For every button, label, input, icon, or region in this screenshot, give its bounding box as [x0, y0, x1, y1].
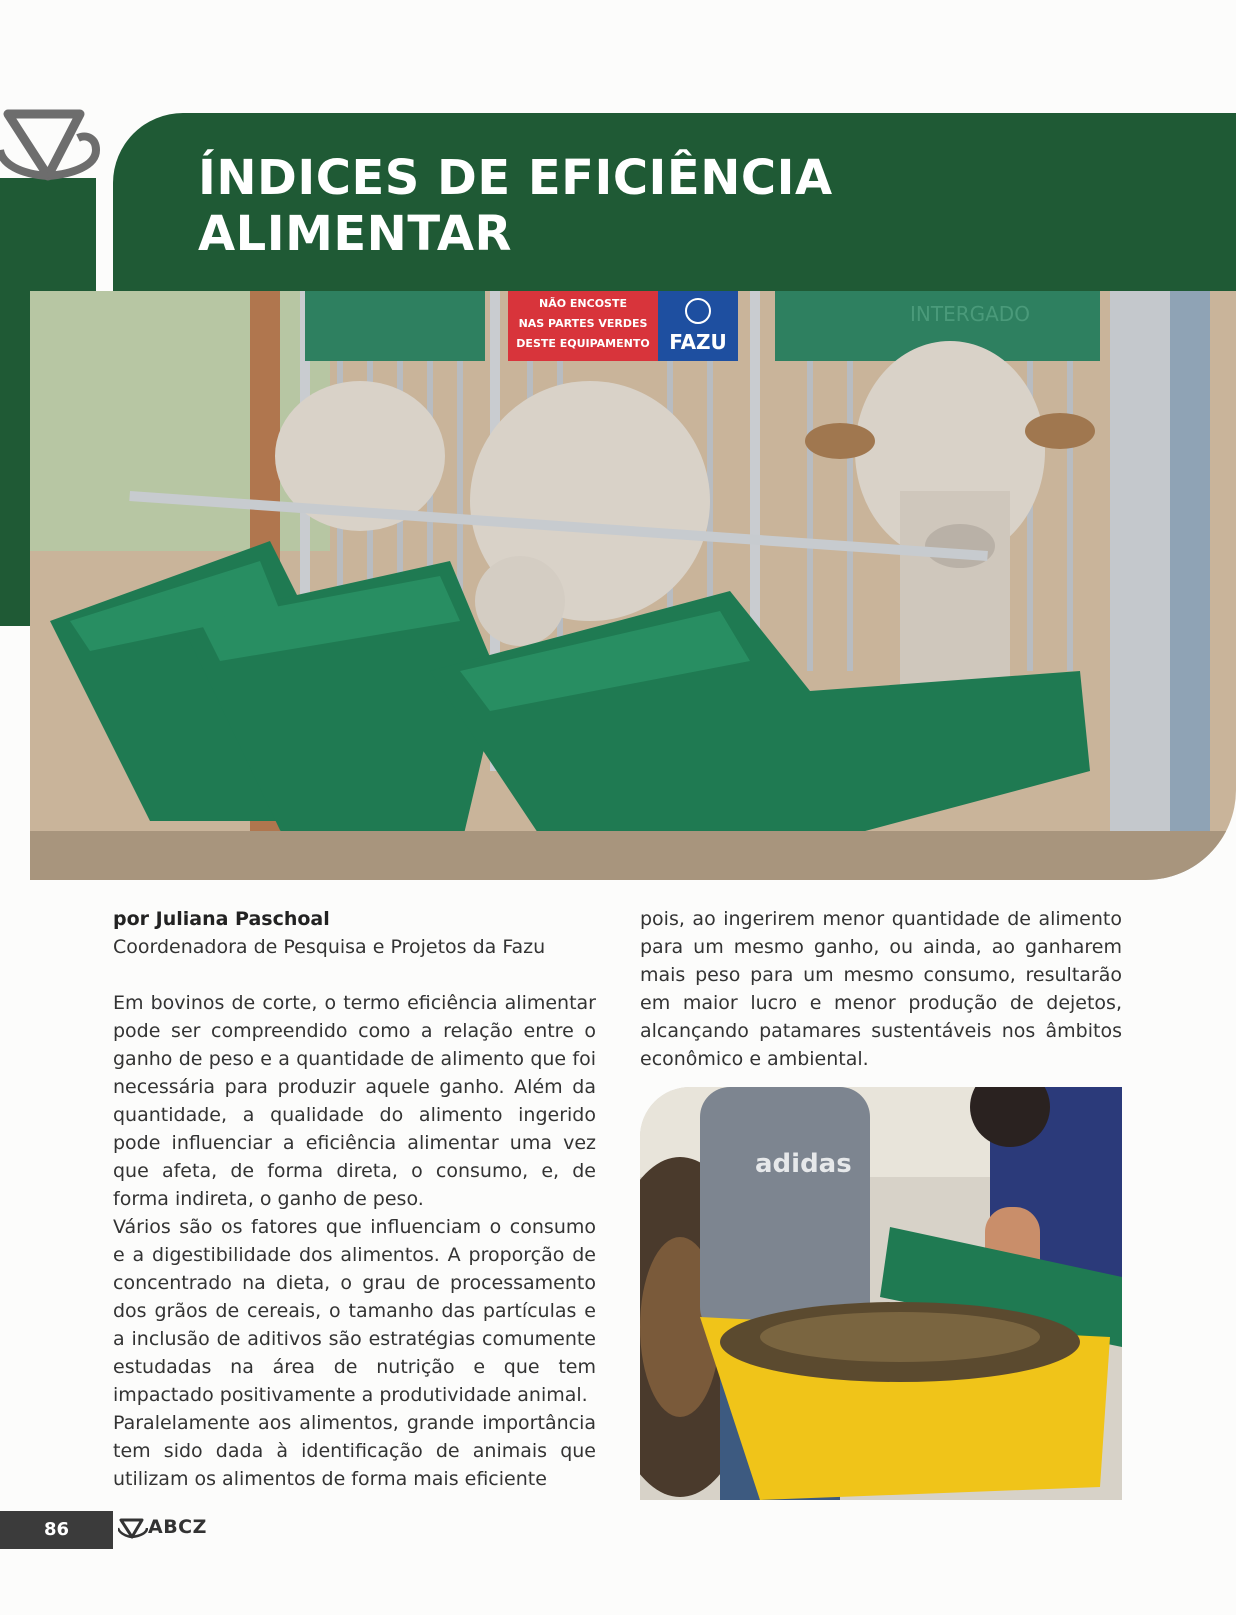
abcz-footer-logo-icon: [118, 1517, 148, 1541]
cattle-feeders-illustration: [30, 291, 1236, 880]
body-column-right: [640, 905, 1122, 1073]
sign-line-3: DESTE EQUIPAMENTO: [516, 337, 650, 350]
feed-handling-photo: [640, 1087, 1122, 1500]
hero-photo: [30, 291, 1236, 880]
footer-brand: ABCZ: [148, 1516, 207, 1538]
abcz-logo-icon: [0, 108, 100, 188]
byline-author: por Juliana Paschoal: [113, 908, 330, 930]
page-number: 86: [43, 1519, 70, 1540]
hoodie-logo: adidas: [755, 1149, 852, 1179]
paragraph-1: Em bovinos de corte, o termo eficiência alimentar pode ser compreendido como a relação entre o ganho de peso e a quantidade de alimento que foi necessária para produzir aquele ganho. Além da quantidade, a qualidade do alimento ingerido pode influenciar a eficiência alimentar uma vez que afeta, de forma direta, o consumo, e, de forma indireta, o ganho de peso.: [113, 992, 596, 1210]
body-column-left: [113, 905, 596, 1493]
panel-text: INTERGADO: [910, 302, 1030, 326]
paragraph-3: Paralelamente aos alimentos, grande importância tem sido dada à identificação de animais que utilizam os alimentos de forma mais eficiente: [113, 1412, 596, 1490]
sign-brand: FAZU: [669, 330, 727, 354]
sign-line-1: NÃO ENCOSTE: [539, 297, 627, 310]
paragraph-3-continued: pois, ao ingerirem menor quantidade de alimento para um mesmo ganho, ou ainda, ao ganharem mais peso para um mesmo consumo, resultarão em maior lucro e menor produção de dejetos, alcançando patamares sustentáveis nos âmbitos econômico e ambiental.: [640, 908, 1122, 1070]
byline-role: Coordenadora de Pesquisa e Projetos da Fazu: [113, 936, 546, 958]
title-line-1: ÍNDICES DE EFICIÊNCIA: [198, 150, 833, 206]
feed-bin-illustration: [640, 1087, 1122, 1500]
sign-line-2: NAS PARTES VERDES: [518, 317, 648, 330]
paragraph-2: Vários são os fatores que influenciam o consumo e a digestibilidade dos alimentos. A proporção de concentrado na dieta, o grau de processamento dos grãos de cereais, o tamanho das partículas e a inclusão de aditivos são estratégias comumente estudadas na área de nutrição e que tem impactado positivamente a produtividade animal.: [113, 1216, 596, 1406]
article-title: [198, 150, 1098, 262]
title-line-2: ALIMENTAR: [198, 206, 512, 262]
